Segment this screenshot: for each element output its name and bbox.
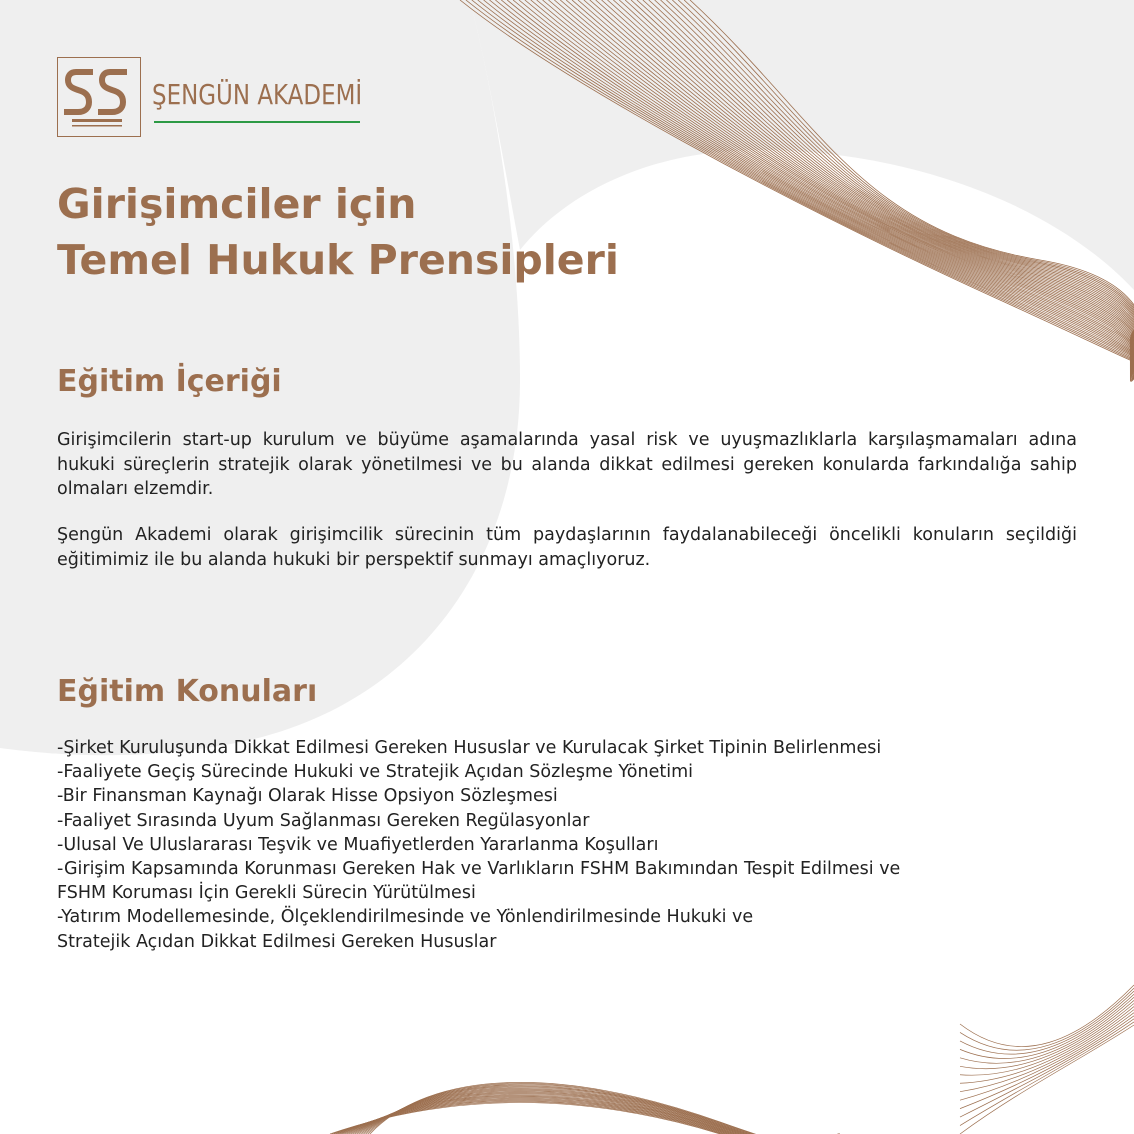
content-paragraph-1: Girişimcilerin start-up kurulum ve büyüme aşamalarında yasal risk ve uyuşmazlıklarla karşılaşmamaları adına hukuki süreçlerin stratejik olarak yönetilmesi ve bu alanda dikkat edilmesi gereken konularda farkındalığa sahip olmaları elzemdir. bbox=[57, 430, 1077, 499]
content-paragraph-2: Şengün Akademi olarak girişimcilik sürecinin tüm paydaşlarının faydalanabileceği öncelikli konuların seçildiği eğitimimiz ile bu alanda hukuki bir perspektif sunmayı amaçlıyoruz. bbox=[57, 525, 1077, 570]
topic-item: FSHM Koruması İçin Gerekli Sürecin Yürütülmesi bbox=[57, 883, 476, 904]
topic-item: -Şirket Kuruluşunda Dikkat Edilmesi Gereken Hususlar ve Kurulacak Şirket Tipinin Belirlenmesi bbox=[57, 738, 882, 758]
topic-item: -Girişim Kapsamında Korunması Gereken Hak ve Varlıkların FSHM Bakımından Tespit Edilmesi ve bbox=[57, 859, 901, 880]
brand-name: ŞENGÜN AKADEMİ bbox=[152, 78, 363, 111]
title-line-1: Girişimciler için bbox=[57, 180, 417, 228]
topic-item: Stratejik Açıdan Dikkat Edilmesi Gereken Hususlar bbox=[57, 931, 497, 952]
topic-item: -Faaliyet Sırasında Uyum Sağlanması Gereken Regülasyonlar bbox=[57, 810, 590, 831]
brand-underline bbox=[154, 121, 360, 123]
topics-list bbox=[57, 736, 900, 954]
logo-mark bbox=[57, 57, 141, 137]
topics-heading: Eğitim Konuları bbox=[57, 674, 318, 709]
title-line-2: Temel Hukuk Prensipleri bbox=[57, 236, 619, 284]
content-heading: Eğitim İçeriği bbox=[57, 364, 282, 399]
topic-item: -Yatırım Modellemesinde, Ölçeklendirilmesinde ve Yönlendirilmesinde Hukuki ve bbox=[57, 907, 754, 928]
page-title bbox=[57, 176, 619, 288]
ss-monogram-logo-icon bbox=[58, 58, 139, 135]
topic-item: -Faaliyete Geçiş Sürecinde Hukuki ve Stratejik Açıdan Sözleşme Yönetimi bbox=[57, 762, 693, 783]
topic-item: -Ulusal Ve Uluslararası Teşvik ve Muafiyetlerden Yararlanma Koşulları bbox=[57, 834, 659, 855]
topic-item: -Bir Finansman Kaynağı Olarak Hisse Opsiyon Sözleşmesi bbox=[57, 786, 558, 807]
